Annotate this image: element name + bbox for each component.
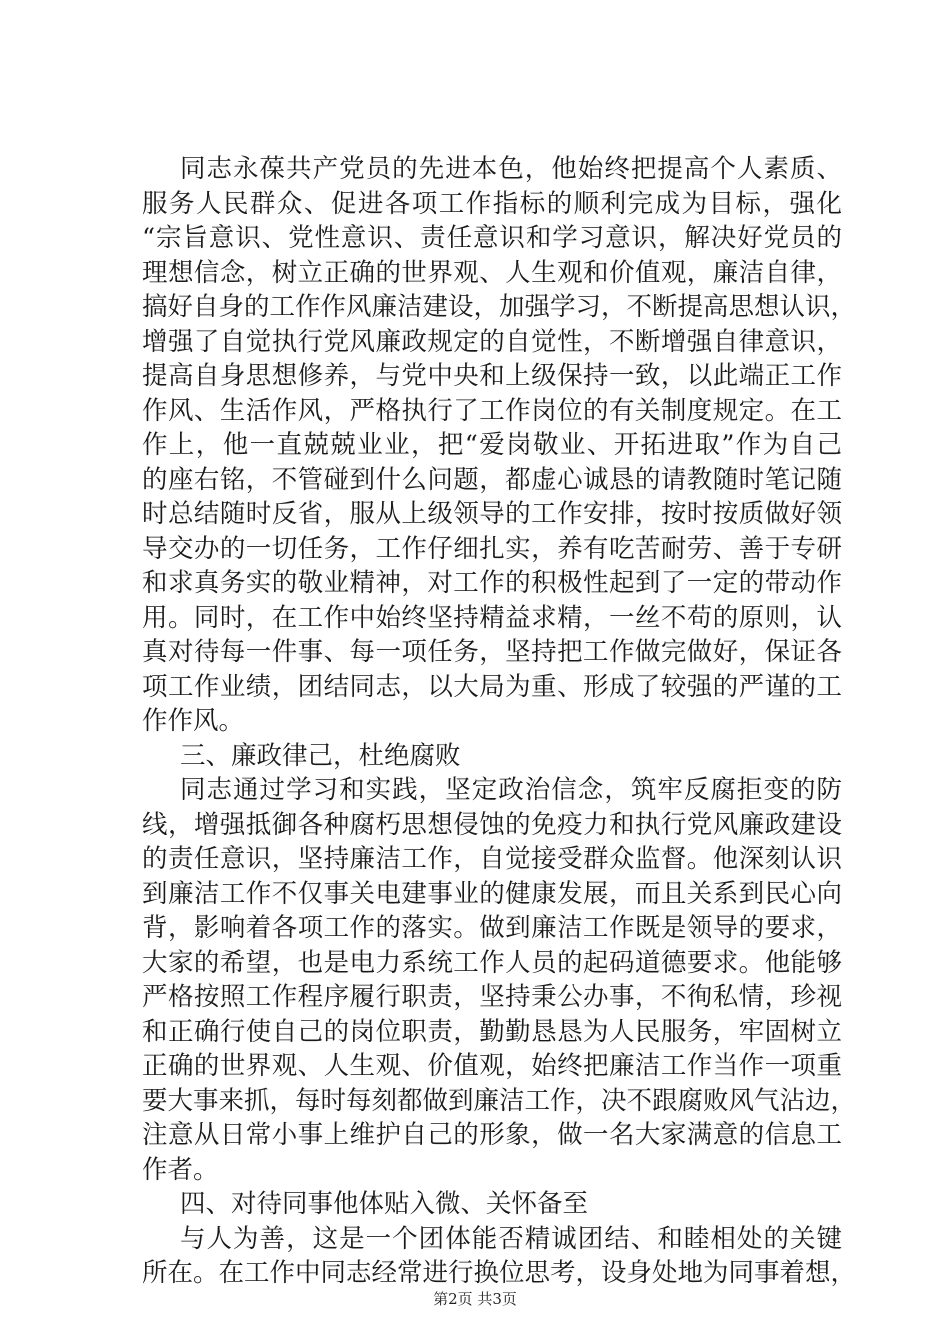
page-number-label: 第2页 共3页 <box>433 1290 517 1308</box>
text-line: 增强了自觉执行党风廉政规定的自觉性，不断增强自律意识， <box>142 326 842 357</box>
text-line: 与人为善，这是一个团体能否精诚团结、和睦相处的关键 <box>180 1223 842 1254</box>
text-line: 作者。 <box>142 1154 219 1185</box>
text-line: 的责任意识，坚持廉洁工作，自觉接受群众监督。他深刻认识 <box>142 844 842 874</box>
text-line: 用。同时，在工作中始终坚持精益求精，一丝不苟的原则，认 <box>142 602 842 633</box>
text-line: 严格按照工作程序履行职责，坚持秉公办事，不徇私情，珍视 <box>142 982 842 1012</box>
text-line: 作作风。 <box>142 706 245 736</box>
text-line: 作风、生活作风，严格执行了工作岗位的有关制度规定。在工 <box>142 395 842 426</box>
text-line: 要大事来抓，每时每刻都做到廉洁工作，决不跟腐败风气沾边， <box>142 1085 857 1116</box>
text-line: 三、廉政律己，杜绝腐败 <box>180 740 461 771</box>
text-line: 和求真务实的敬业精神，对工作的积极性起到了一定的带动作 <box>142 568 842 598</box>
text-line: 理想信念，树立正确的世界观、人生观和价值观，廉洁自律， <box>142 257 842 288</box>
text-line: 搞好自身的工作作风廉洁建设，加强学习，不断提高思想认识， <box>142 292 857 322</box>
text-line: 的座右铭，不管碰到什么问题，都虚心诚恳的请教随时笔记随 <box>142 464 842 495</box>
text-line: 正确的世界观、人生观、价值观，始终把廉洁工作当作一项重 <box>142 1051 842 1081</box>
text-line: 作上，他一直兢兢业业，把“爱岗敬业、开拓进取”作为自己 <box>142 430 842 460</box>
text-line: 背，影响着各项工作的落实。做到廉洁工作既是领导的要求， <box>142 913 842 943</box>
text-line: 线，增强抵御各种腐朽思想侵蚀的免疫力和执行党风廉政建设 <box>142 809 842 840</box>
text-line: 项工作业绩，团结同志，以大局为重、形成了较强的严谨的工 <box>142 671 842 702</box>
text-line: 同志通过学习和实践，坚定政治信念，筑牢反腐拒变的防 <box>180 775 842 805</box>
text-line: 提高自身思想修养，与党中央和上级保持一致，以此端正工作 <box>142 361 842 391</box>
text-line: 注意从日常小事上维护自己的形象，做一名大家满意的信息工 <box>142 1120 842 1150</box>
page-footer <box>0 1288 950 1309</box>
text-line: 时总结随时反省，服从上级领导的工作安排，按时按质做好领 <box>142 499 842 529</box>
text-line: 和正确行使自己的岗位职责，勤勤恳恳为人民服务，牢固树立 <box>142 1016 842 1047</box>
text-line: “宗旨意识、党性意识、责任意识和学习意识，解决好党员的 <box>142 223 842 253</box>
text-line: 服务人民群众、促进各项工作指标的顺利完成为目标，强化 <box>142 188 842 219</box>
text-line: 导交办的一切任务，工作仔细扎实，养有吃苦耐劳、善于专研 <box>142 533 842 564</box>
text-line: 真对待每一件事、每一项任务，坚持把工作做完做好，保证各 <box>142 637 842 667</box>
text-line: 四、对待同事他体贴入微、关怀备至 <box>180 1189 589 1219</box>
text-line: 所在。在工作中同志经常进行换位思考，设身处地为同事着想， <box>142 1258 857 1288</box>
text-line: 大家的希望，也是电力系统工作人员的起码道德要求。他能够 <box>142 947 842 978</box>
text-line: 到廉洁工作不仅事关电建事业的健康发展，而且关系到民心向 <box>142 878 842 909</box>
document-body <box>142 152 857 1291</box>
text-line: 同志永葆共产党员的先进本色，他始终把提高个人素质、 <box>180 154 842 184</box>
